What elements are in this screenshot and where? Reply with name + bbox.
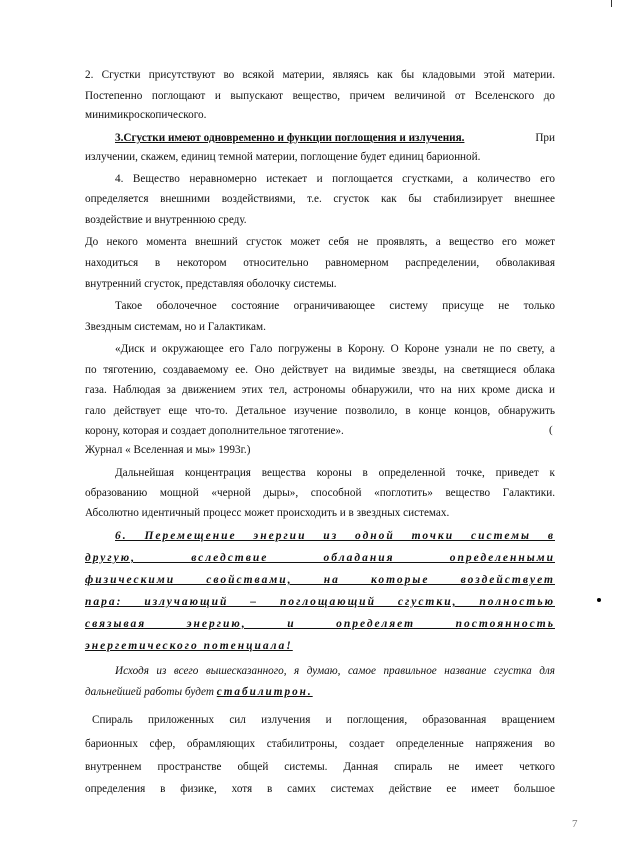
quote-line: корону, которая и создает дополнительное тяготение».: [85, 425, 344, 437]
conclusion-line: [85, 685, 555, 699]
text-line: внутреннем пространстве общей системы. Данная спираль не имеет четкого: [85, 761, 555, 773]
heading-line: физическими свойствами, на которые воздействует: [85, 574, 555, 586]
heading-line: пара: излучающий – поглощающий сгустки, полностью: [85, 596, 555, 608]
text-line: излучении, скажем, единиц темной материи, поглощение будет единиц барионной.: [85, 151, 481, 163]
text-line: определяется внешними воздействиями, т.е. сгусток как бы стабилизирует внешнее: [85, 193, 555, 205]
heading-line: связывая энергию, и определяет постоянность: [85, 618, 555, 630]
citation: Журнал « Вселенная и мы» 1993г.): [85, 444, 251, 456]
text-line: 2. Сгустки присутствуют во всякой материи, являясь как бы кладовыми этой материи.: [85, 69, 555, 81]
text-line: Спираль приложенных сил излучения и поглощения, образованная вращением: [92, 714, 555, 726]
text-line: До некого момента внешний сгусток может себя не проявлять, а вещество его может: [85, 236, 555, 248]
heading-line: другую, вследствие обладания определенными: [85, 552, 555, 564]
quote-line: «Диск и окружающее его Гало погружены в Корону. О Короне узнали не по свету, а: [115, 343, 555, 355]
text-line: 4. Вещество неравномерно истекает и поглощается сгустками, а количество его: [115, 173, 555, 185]
text-line: минимикроскопического.: [85, 109, 207, 121]
text-line: Постепенно поглощают и выпускают вещество, причем величиной от Вселенского до: [85, 90, 555, 102]
emphasized-text: 3.Сгустки имеют одновременно и функции поглощения и излучения.: [115, 132, 465, 144]
stray-parenthesis: (: [549, 424, 553, 436]
text-line: Дальнейшая концентрация вещества короны в определенной точке, приведет к: [115, 467, 555, 479]
margin-dot: [597, 598, 601, 602]
text-line: воздействие и внутреннюю среду.: [85, 214, 247, 226]
text-fragment: При: [535, 132, 555, 144]
text-line: находиться в некотором относительно равномерном распределении, обволакивая: [85, 257, 555, 269]
term-stabilitron: стабилитрон.: [216, 686, 313, 698]
conclusion-line: Исходя из всего вышесказанного, я думаю, самое правильное название сгустка для: [115, 665, 555, 677]
paragraph-3-line: [115, 131, 555, 145]
text-line: барионных сфер, обрамляющих стабилитроны, создает определенные напряжения во: [85, 738, 555, 750]
text-line: Звездным системам, но и Галактикам.: [85, 321, 266, 333]
conclusion-text: дальнейшей работы будет: [85, 686, 214, 698]
heading-line: энергетического потенциала!: [85, 640, 293, 652]
heading-line: 6. Перемещение энергии из одной точки системы в: [115, 530, 555, 542]
text-line: внутренний сгусток, представляя оболочку системы.: [85, 278, 337, 290]
text-line: Абсолютно идентичный процесс может происходить и в звездных системах.: [85, 507, 450, 519]
text-line: образованию мощной «черной дыры», способной «поглотить» вещество Галактики.: [85, 487, 555, 499]
corner-mark: [611, 0, 612, 7]
quote-line: гало действует еще что-то. Детальное изучение позволило, в конце концов, обнаружить: [85, 405, 555, 417]
page-number: 7: [572, 818, 578, 830]
quote-line: по тяготению, создаваемому ее. Оно действует на видимые звезды, на светящиеся облака: [85, 364, 555, 376]
quote-line: газа. Наблюдая за движением этих тел, астрономы обнаружили, что на них кроме диска и: [85, 384, 555, 396]
text-line: Такое оболочечное состояние ограничивающее систему присуще не только: [115, 300, 555, 312]
text-line: определения в физике, хотя в самих системах действие ее имеет большое: [85, 783, 555, 795]
